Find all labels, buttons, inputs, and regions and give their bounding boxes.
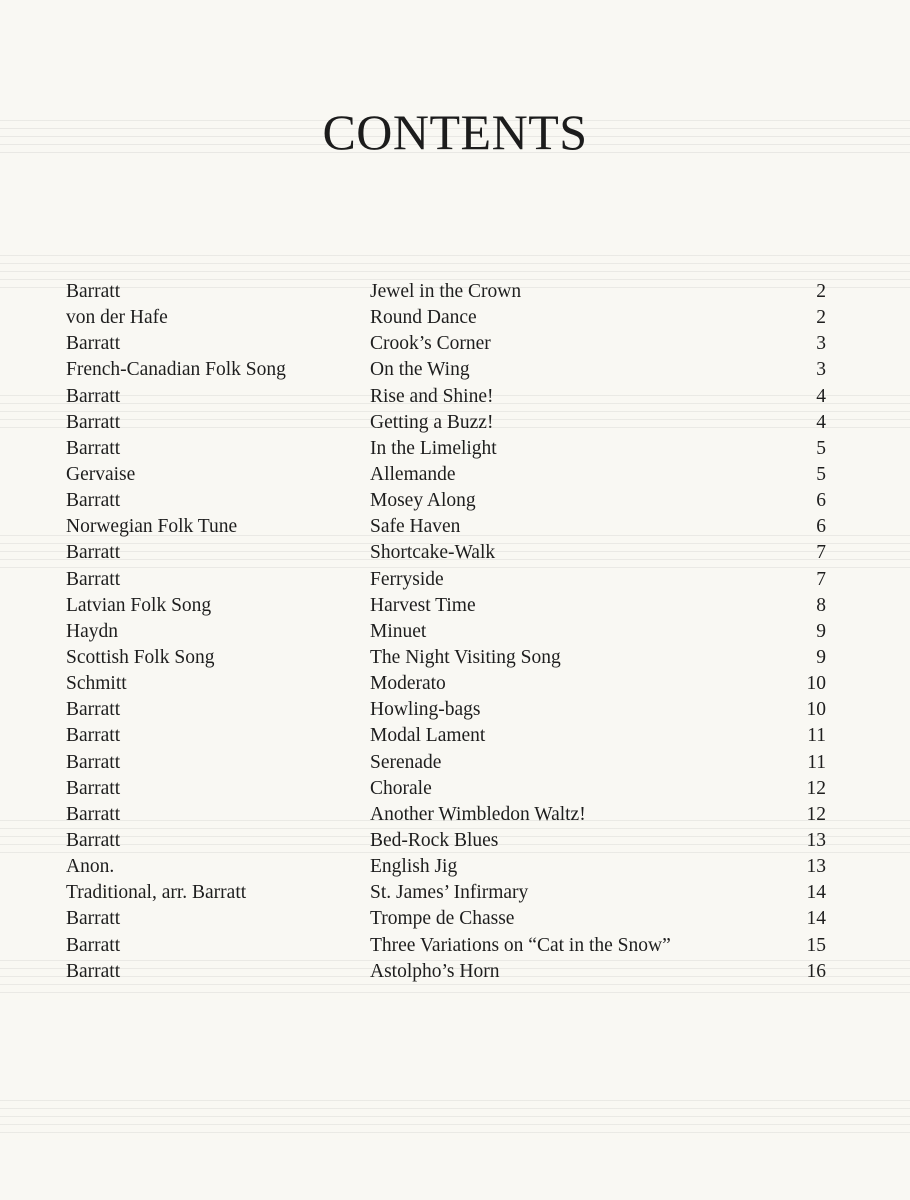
piece-title: Chorale — [370, 777, 432, 799]
piece-title: In the Limelight — [370, 437, 497, 459]
page-number: 11 — [807, 725, 826, 747]
page-number: 3 — [816, 359, 826, 381]
piece-title: Astolpho’s Horn — [370, 960, 500, 982]
piece-title: Bed-Rock Blues — [370, 829, 499, 851]
contents-row — [0, 331, 910, 357]
contents-row — [0, 802, 910, 828]
page-number: 8 — [816, 594, 826, 616]
contents-row — [0, 514, 910, 540]
contents-row — [0, 567, 910, 593]
composer-name: French-Canadian Folk Song — [66, 359, 286, 381]
piece-title: Allemande — [370, 463, 456, 485]
composer-name: Schmitt — [66, 673, 127, 695]
composer-name: Barratt — [66, 281, 121, 302]
contents-row — [0, 933, 910, 959]
page-number: 13 — [806, 856, 826, 878]
contents-row — [0, 384, 910, 410]
page-number: 3 — [816, 333, 826, 355]
page-number: 9 — [816, 646, 826, 668]
contents-row — [0, 776, 910, 802]
composer-name: Barratt — [66, 960, 121, 982]
contents-row — [0, 462, 910, 488]
piece-title: Getting a Buzz! — [370, 411, 494, 433]
page-number: 4 — [816, 385, 826, 407]
composer-name: Barratt — [66, 385, 121, 407]
composer-name: Barratt — [66, 437, 121, 459]
page-number: 13 — [806, 829, 826, 851]
piece-title: Moderato — [370, 673, 446, 695]
piece-title: English Jig — [370, 856, 458, 878]
composer-name: Anon. — [66, 856, 115, 878]
page-number: 2 — [816, 307, 826, 329]
composer-name: Barratt — [66, 542, 121, 564]
page-number: 4 — [816, 411, 826, 433]
contents-row — [0, 645, 910, 671]
composer-name: Barratt — [66, 725, 121, 747]
page-number: 5 — [816, 437, 826, 459]
piece-title: Ferryside — [370, 568, 444, 590]
page-number: 7 — [816, 568, 826, 590]
contents-row — [0, 828, 910, 854]
composer-name: Norwegian Folk Tune — [66, 516, 238, 538]
composer-name: Barratt — [66, 908, 121, 930]
piece-title: Modal Lament — [370, 725, 486, 747]
piece-title: Another Wimbledon Waltz! — [370, 803, 586, 825]
composer-name: Gervaise — [66, 463, 136, 485]
contents-row — [0, 540, 910, 566]
piece-title: Minuet — [370, 620, 427, 642]
contents-row — [0, 671, 910, 697]
composer-name: Barratt — [66, 934, 121, 956]
page-number: 14 — [806, 882, 826, 904]
page-number: 2 — [816, 281, 826, 302]
contents-row — [0, 750, 910, 776]
composer-name: Barratt — [66, 568, 121, 590]
contents-row — [0, 410, 910, 436]
page-title: CONTENTS — [322, 104, 588, 160]
piece-title: Harvest Time — [370, 594, 476, 616]
piece-title: Trompe de Chasse — [370, 908, 515, 930]
contents-row — [0, 593, 910, 619]
contents-row — [0, 906, 910, 932]
piece-title: Mosey Along — [370, 490, 476, 512]
piece-title: The Night Visiting Song — [370, 646, 561, 668]
piece-title: Three Variations on “Cat in the Snow” — [370, 934, 671, 956]
contents-row — [0, 488, 910, 514]
page-number: 10 — [806, 673, 826, 695]
contents-row — [0, 305, 910, 331]
page-number: 5 — [816, 463, 826, 485]
contents-row — [0, 880, 910, 906]
piece-title: Safe Haven — [370, 516, 461, 538]
composer-name: Barratt — [66, 803, 121, 825]
piece-title: Rise and Shine! — [370, 385, 494, 407]
page-number: 15 — [806, 934, 826, 956]
composer-name: Barratt — [66, 333, 121, 355]
composer-name: Barratt — [66, 777, 121, 799]
contents-row — [0, 854, 910, 880]
composer-name: Barratt — [66, 829, 121, 851]
piece-title: Jewel in the Crown — [370, 281, 522, 302]
contents-row — [0, 436, 910, 462]
composer-name: Barratt — [66, 411, 121, 433]
contents-row — [0, 357, 910, 383]
piece-title: On the Wing — [370, 359, 470, 381]
page-number: 6 — [816, 516, 826, 538]
piece-title: St. James’ Infirmary — [370, 882, 529, 904]
composer-name: Haydn — [66, 620, 118, 642]
page-number: 12 — [806, 777, 826, 799]
contents-row — [0, 959, 910, 985]
ghost-staff — [0, 1100, 910, 1136]
contents-list — [0, 279, 910, 985]
contents-row — [0, 697, 910, 723]
page-number: 6 — [816, 490, 826, 512]
piece-title: Crook’s Corner — [370, 333, 491, 355]
page-number: 16 — [806, 960, 826, 982]
composer-name: Barratt — [66, 699, 121, 721]
composer-name: Scottish Folk Song — [66, 646, 215, 668]
page-number: 12 — [806, 803, 826, 825]
page-number: 10 — [806, 699, 826, 721]
contents-row — [0, 723, 910, 749]
contents-row — [0, 619, 910, 645]
composer-name: Barratt — [66, 490, 121, 512]
composer-name: Barratt — [66, 751, 121, 773]
piece-title: Shortcake-Walk — [370, 542, 496, 564]
page-number: 9 — [816, 620, 826, 642]
composer-name: Latvian Folk Song — [66, 594, 212, 616]
composer-name: von der Hafe — [66, 307, 168, 329]
piece-title: Serenade — [370, 751, 442, 773]
contents-row — [0, 279, 910, 305]
page-number: 14 — [806, 908, 826, 930]
piece-title: Round Dance — [370, 307, 477, 329]
page-number: 7 — [816, 542, 826, 564]
composer-name: Traditional, arr. Barratt — [66, 882, 247, 904]
piece-title: Howling-bags — [370, 699, 481, 721]
page-number: 11 — [807, 751, 826, 773]
